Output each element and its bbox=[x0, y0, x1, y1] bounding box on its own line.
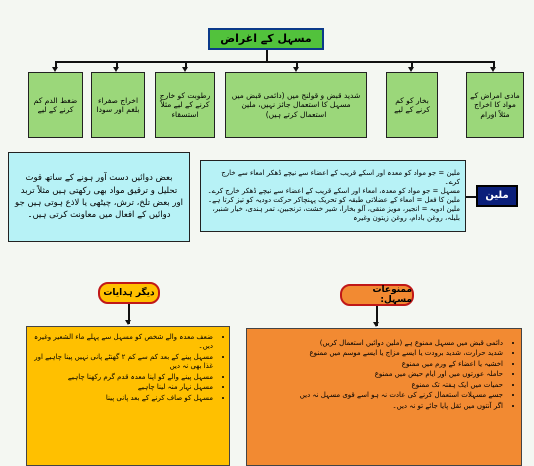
prohibitions-box bbox=[246, 328, 522, 466]
guidance-item: • مسہل نہار منہ لینا چاہیے bbox=[33, 383, 213, 392]
purpose-box-1: مادی امراض کے مواد کا اخراج مثلاً اورام bbox=[466, 72, 524, 138]
purpose-box-4: رطوبت کو خارج کرنے کے لیے مثلاً استسقاء bbox=[155, 72, 215, 138]
prohibitions-list bbox=[298, 339, 515, 412]
prohibition-item: • اخشیہ یا اعضاء کے ورم میں ممنوع bbox=[300, 360, 503, 369]
prohibition-item: • جسے مسہلات استعمال کرنے کی عادت نہ ہو اسے قوی مسہل نہ دیں bbox=[300, 391, 503, 400]
guidance-box bbox=[26, 326, 230, 466]
mulayyin-definition-box bbox=[200, 160, 466, 232]
purpose-box-2: بخار کو کم کرنے کے لیے bbox=[386, 72, 438, 138]
guidance-item: • مسہل کو صاف کرنے کے بعد پانی پینا bbox=[33, 394, 213, 403]
diagram-title: مسہل کے اغراض bbox=[208, 28, 324, 50]
prohibition-item: • حاملہ عورتوں میں اور ایام حیض میں ممنوع bbox=[300, 370, 503, 379]
purpose-box-5: اخراج صفراء بلغم اور سودا bbox=[91, 72, 145, 138]
prohibition-item: • شدید حرارت، شدید برودت یا ایسے مزاج یا ایسے موسم میں ممنوع bbox=[300, 349, 503, 358]
guidance-item: • ضعف معدہ والے شخص کو مسہل سے پہلے ماء الشعیر وغیرہ دیں۔ bbox=[33, 333, 213, 352]
prohibitions-arrow bbox=[373, 322, 379, 327]
guidance-item: • مسہل پینے کے بعد کم سے کم ۲ گھنٹے پانی نہیں پینا چاہیے اور غذا بھی نہ دیں bbox=[33, 353, 213, 372]
guidance-label: دیگر ہدایات bbox=[98, 282, 160, 304]
mulayyin-label: ملین bbox=[476, 185, 518, 207]
mulayyin-line-1: ملین = جو مواد کو معدہ اور اسکے قریب کے اعضاء سے نیچے ڈھکر امعاء سے خارج کرے۔ bbox=[221, 168, 460, 186]
guidance-list bbox=[31, 333, 225, 404]
guidance-arrow bbox=[125, 320, 131, 325]
purpose-box-3: شدید قبض و قولنج میں (دائمی قبض میں مسہل کا استعمال جائز نہیں، ملین استعمال کرتے ہیں) bbox=[225, 72, 367, 138]
prohibition-item: • اگر آنتوں میں ثقل پایا جائے تو نہ دیں۔ bbox=[300, 402, 503, 411]
mulayyin-line-3: ملین کا فعل = امعاء کے عضلاتی طبقہ کو تحریک پہنچاکر حرکت دودیہ کو تیز کرتا ہے۔ bbox=[208, 196, 460, 204]
connector-horizontal bbox=[55, 61, 494, 63]
mulayyin-line-4: ملین ادویہ = انجیر، مویز منقی، آلو بخارا، شیر خشت، ترنجبین، تمر ہندی، خیار شنبر، bbox=[212, 205, 460, 214]
mulayyin-connector bbox=[466, 196, 476, 198]
prohibition-item: • حمیات میں ایک ہفتہ تک ممنوع bbox=[300, 381, 503, 390]
mulayyin-line-2: مسہل = جو مواد کو معدہ، امعاء اور اسکے قریب کے اعضاء سے نیچے ڈھکر خارج کرے۔ bbox=[207, 186, 460, 195]
prohibitions-label: ممنوعات مسہل: bbox=[340, 284, 414, 306]
purpose-box-6: ضغط الدم کم کرنے کے لیے bbox=[28, 72, 83, 138]
guidance-item: • مسہل پینے والے کو اپنا معدہ قدم گرم رکھنا چاہیے bbox=[33, 373, 213, 382]
prohibition-item: • دائمی قبض میں مسہل ممنوع ہے (ملین دوائیں استعمال کریں) bbox=[300, 339, 503, 348]
mulayyin-line-5: بلیلہ، روغن بادام، روغن زیتون وغیرہ bbox=[353, 214, 460, 223]
side-note-box: بعض دوائیں دست آور ہونے کے ساتھ قوت تحلیل و ترقیق مواد بھی رکھتی ہیں مثلاً تربد اور بعض تلخ، ترش، چیٹھی یا لاذع ہوتی ہیں جو دوائیں کے افعال میں معاونت کرتی ہیں۔ bbox=[8, 152, 190, 242]
